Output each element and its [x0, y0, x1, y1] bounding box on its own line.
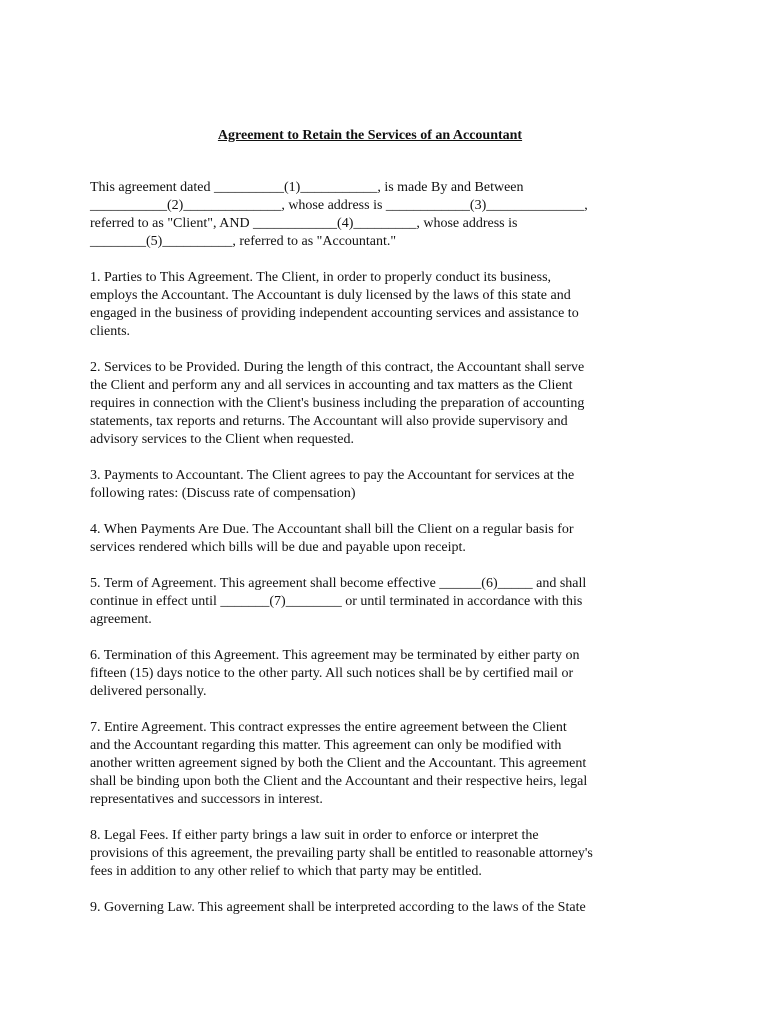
paragraph-line: and the Accountant regarding this matter. This agreement can only be modified with: [90, 738, 562, 753]
paragraph-line: This agreement dated __________(1)___________, is made By and Between: [90, 180, 524, 195]
paragraph-line: services rendered which bills will be due and payable upon receipt.: [90, 540, 466, 555]
clause-payments: [90, 467, 650, 503]
clause-termination: [90, 647, 650, 701]
clause-payments-due: [90, 521, 650, 557]
paragraph-line: 8. Legal Fees. If either party brings a law suit in order to enforce or interpret the: [90, 828, 539, 843]
paragraph-line: 2. Services to be Provided. During the length of this contract, the Accountant shall serve: [90, 360, 585, 375]
document-title: Agreement to Retain the Services of an Accountant: [217, 128, 523, 143]
paragraph-line: ________(5)__________, referred to as "Accountant.": [90, 234, 397, 249]
document-page: [90, 127, 650, 935]
clause-term: [90, 575, 650, 629]
paragraph-line: 4. When Payments Are Due. The Accountant shall bill the Client on a regular basis for: [90, 522, 574, 537]
paragraph-line: fifteen (15) days notice to the other party. All such notices shall be by certified mail or: [90, 666, 574, 681]
paragraph-line: another written agreement signed by both the Client and the Accountant. This agreement: [90, 756, 587, 771]
clause-legal-fees: [90, 827, 650, 881]
paragraph-line: provisions of this agreement, the prevailing party shall be entitled to reasonable attorney's: [90, 846, 593, 861]
paragraph-line: 5. Term of Agreement. This agreement shall become effective ______(6)_____ and shall: [90, 576, 587, 591]
paragraph-line: ___________(2)______________, whose address is ____________(3)______________,: [90, 198, 588, 213]
clause-services: [90, 359, 650, 449]
paragraph-line: 3. Payments to Accountant. The Client agrees to pay the Accountant for services at the: [90, 468, 575, 483]
clause-governing-law: [90, 899, 650, 917]
clause-parties: [90, 269, 650, 341]
paragraph-line: fees in addition to any other relief to which that party may be entitled.: [90, 864, 482, 879]
paragraph-line: shall be binding upon both the Client and the Accountant and their respective heirs, legal: [90, 774, 588, 789]
paragraph-line: referred to as "Client", AND ____________(4)_________, whose address is: [90, 216, 518, 231]
paragraph-line: clients.: [90, 324, 131, 339]
paragraph-line: the Client and perform any and all services in accounting and tax matters as the Client: [90, 378, 573, 393]
clause-entire-agreement: [90, 719, 650, 809]
paragraph-line: engaged in the business of providing independent accounting services and assistance to: [90, 306, 579, 321]
paragraph-line: 1. Parties to This Agreement. The Client, in order to properly conduct its business,: [90, 270, 552, 285]
paragraph-line: continue in effect until _______(7)________ or until terminated in accordance with this: [90, 594, 583, 609]
paragraph-line: statements, tax reports and returns. The Accountant will also provide supervisory and: [90, 414, 568, 429]
paragraph-line: agreement.: [90, 612, 152, 627]
paragraph-line: advisory services to the Client when requested.: [90, 432, 354, 447]
paragraph-line: representatives and successors in interest.: [90, 792, 323, 807]
paragraph-line: 9. Governing Law. This agreement shall be interpreted according to the laws of the State: [90, 900, 586, 915]
paragraph-line: requires in connection with the Client's business including the preparation of accounting: [90, 396, 585, 411]
paragraph-line: 7. Entire Agreement. This contract expresses the entire agreement between the Client: [90, 720, 567, 735]
intro-paragraph: [90, 179, 650, 251]
paragraph-line: 6. Termination of this Agreement. This agreement may be terminated by either party on: [90, 648, 580, 663]
paragraph-line: following rates: (Discuss rate of compensation): [90, 486, 356, 501]
paragraph-line: delivered personally.: [90, 684, 207, 699]
paragraph-line: employs the Accountant. The Accountant is duly licensed by the laws of this state and: [90, 288, 571, 303]
